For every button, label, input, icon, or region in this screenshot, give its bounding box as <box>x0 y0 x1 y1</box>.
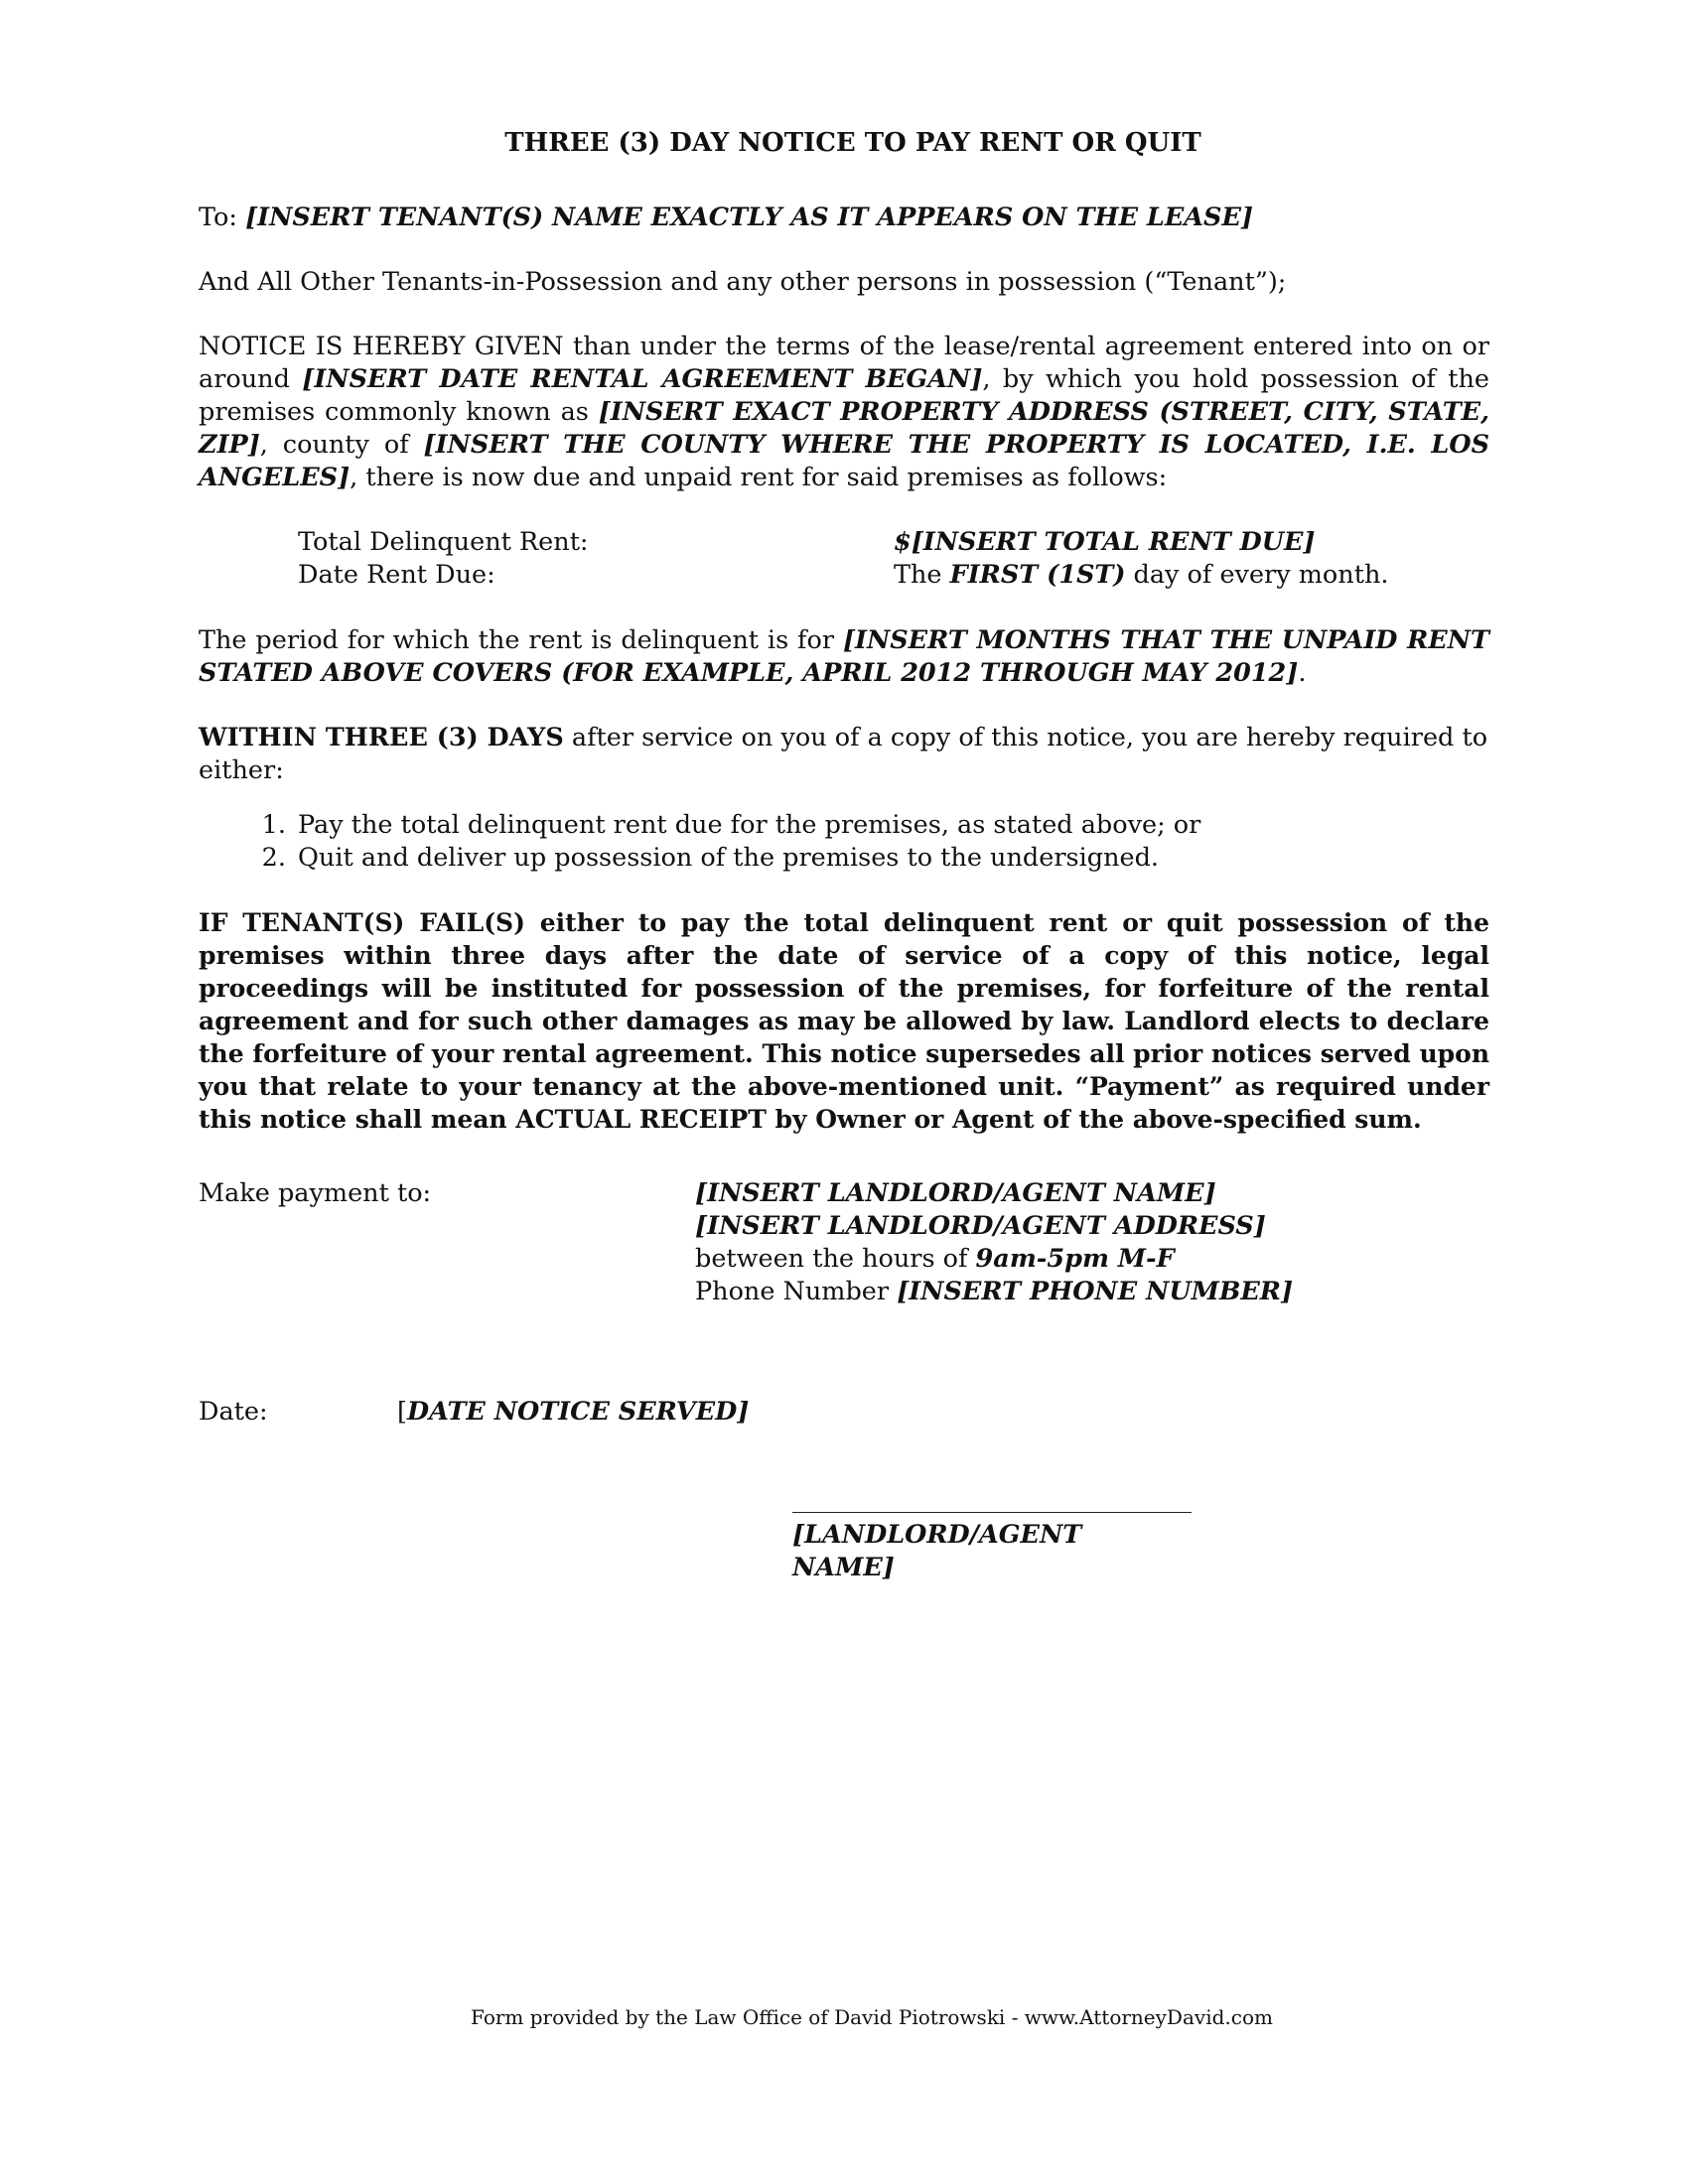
phone-placeholder: [INSERT PHONE NUMBER] <box>897 1277 1294 1306</box>
period-text-1: The period for which the rent is delinquent is for <box>199 625 843 655</box>
period-paragraph <box>199 624 1489 690</box>
to-line <box>199 202 1489 234</box>
signature-name: [LANDLORD/AGENT NAME] <box>792 1520 1082 1582</box>
document-title: THREE (3) DAY NOTICE TO PAY RENT OR QUIT <box>504 128 1201 158</box>
list-item-text: Quit and deliver up possession of the premises to the undersigned. <box>298 843 1160 873</box>
hours-value: 9am-5pm M-F <box>975 1244 1175 1274</box>
notice-text-3: , county of <box>259 430 424 460</box>
page-footer: Form provided by the Law Office of David Piotrowski - www.AttorneyDavid.com <box>471 2005 1273 2029</box>
date-placeholder: DATE NOTICE SERVED] <box>406 1397 750 1427</box>
rent-due-value <box>894 559 1388 592</box>
period-text-2: . <box>1298 658 1307 688</box>
tenant-name-placeholder: [INSERT TENANT(S) NAME EXACTLY AS IT APPEARS ON THE LEASE] <box>245 203 1253 232</box>
hours-line <box>695 1243 1293 1276</box>
payment-details <box>695 1177 1293 1308</box>
within-bold: WITHIN THREE (3) DAYS <box>199 723 564 752</box>
options-list <box>199 809 1489 875</box>
total-rent-row <box>298 526 1489 559</box>
date-began-placeholder: [INSERT DATE RENTAL AGREEMENT BEGAN] <box>302 364 983 394</box>
list-item-number: 2. <box>261 843 286 873</box>
notice-text-4: , there is now due and unpaid rent for said premises as follows: <box>350 463 1168 492</box>
list-item <box>199 842 1489 875</box>
signature-block <box>792 1512 1192 1584</box>
notice-text-2: , by which you hold possession of the premises commonly known as <box>199 364 1489 427</box>
hours-pre: between the hours of <box>695 1244 976 1274</box>
date-bracket: [ <box>397 1397 407 1427</box>
date-value <box>397 1396 749 1429</box>
total-rent-placeholder: $[INSERT TOTAL RENT DUE] <box>894 527 1316 557</box>
within-paragraph <box>199 722 1489 787</box>
list-item-number: 1. <box>261 810 286 840</box>
payment-label: Make payment to: <box>199 1178 432 1208</box>
notice-text-1: NOTICE IS HEREBY GIVEN than under the terms of the lease/rental agreement entered into on or around <box>199 332 1489 394</box>
notice-paragraph <box>199 331 1489 494</box>
rent-due-label: Date Rent Due: <box>298 560 495 590</box>
rent-due-post: day of every month. <box>1125 560 1389 590</box>
rent-due-pre: The <box>894 560 950 590</box>
rent-due-row <box>298 559 1489 592</box>
other-tenants-line: And All Other Tenants-in-Possession and any other persons in possession (“Tenant”); <box>199 267 1287 297</box>
warning-paragraph: IF TENANT(S) FAIL(S) either to pay the total delinquent rent or quit possession of the premises within three days after the date of service of a copy of this notice, legal proceedings will be instituted for possession of the premises, for forfeiture of the rental agreement and for such other damages as may be allowed by law. Landlord elects to declare the forfeiture of your rental agreement. This notice supersedes all prior notices served upon you that relate to your tenancy at the above-mentioned unit. “Payment” as required under this notice shall mean ACTUAL RECEIPT by Owner or Agent of the above-specified sum. <box>199 908 1489 1134</box>
landlord-name-placeholder: [INSERT LANDLORD/AGENT NAME] <box>695 1178 1216 1208</box>
county-placeholder: [INSERT THE COUNTY WHERE THE PROPERTY IS LOCATED, I.E. LOS ANGELES] <box>199 430 1489 492</box>
date-label: Date: <box>199 1397 268 1427</box>
list-item-text: Pay the total delinquent rent due for the premises, as stated above; or <box>298 810 1201 840</box>
document-page <box>199 127 1489 1584</box>
rent-due-bold: FIRST (1ST) <box>949 560 1126 590</box>
phone-line <box>695 1276 1293 1308</box>
rent-details <box>298 526 1489 592</box>
within-text: after service on you of a copy of this notice, you are hereby required to either: <box>199 723 1488 785</box>
list-item <box>199 809 1489 842</box>
signature-line <box>792 1512 1192 1513</box>
period-placeholder: [INSERT MONTHS THAT THE UNPAID RENT STATED ABOVE COVERS (FOR EXAMPLE, APRIL 2012 THROUGH MAY 2012] <box>199 625 1489 688</box>
payment-block <box>199 1177 1489 1308</box>
date-line <box>199 1396 1489 1429</box>
landlord-address-placeholder: [INSERT LANDLORD/AGENT ADDRESS] <box>695 1211 1266 1241</box>
total-rent-label: Total Delinquent Rent: <box>298 527 589 557</box>
phone-pre: Phone Number <box>695 1277 898 1306</box>
address-placeholder: [INSERT EXACT PROPERTY ADDRESS (STREET, CITY, STATE, ZIP] <box>199 397 1489 460</box>
to-label: To: <box>199 203 246 232</box>
